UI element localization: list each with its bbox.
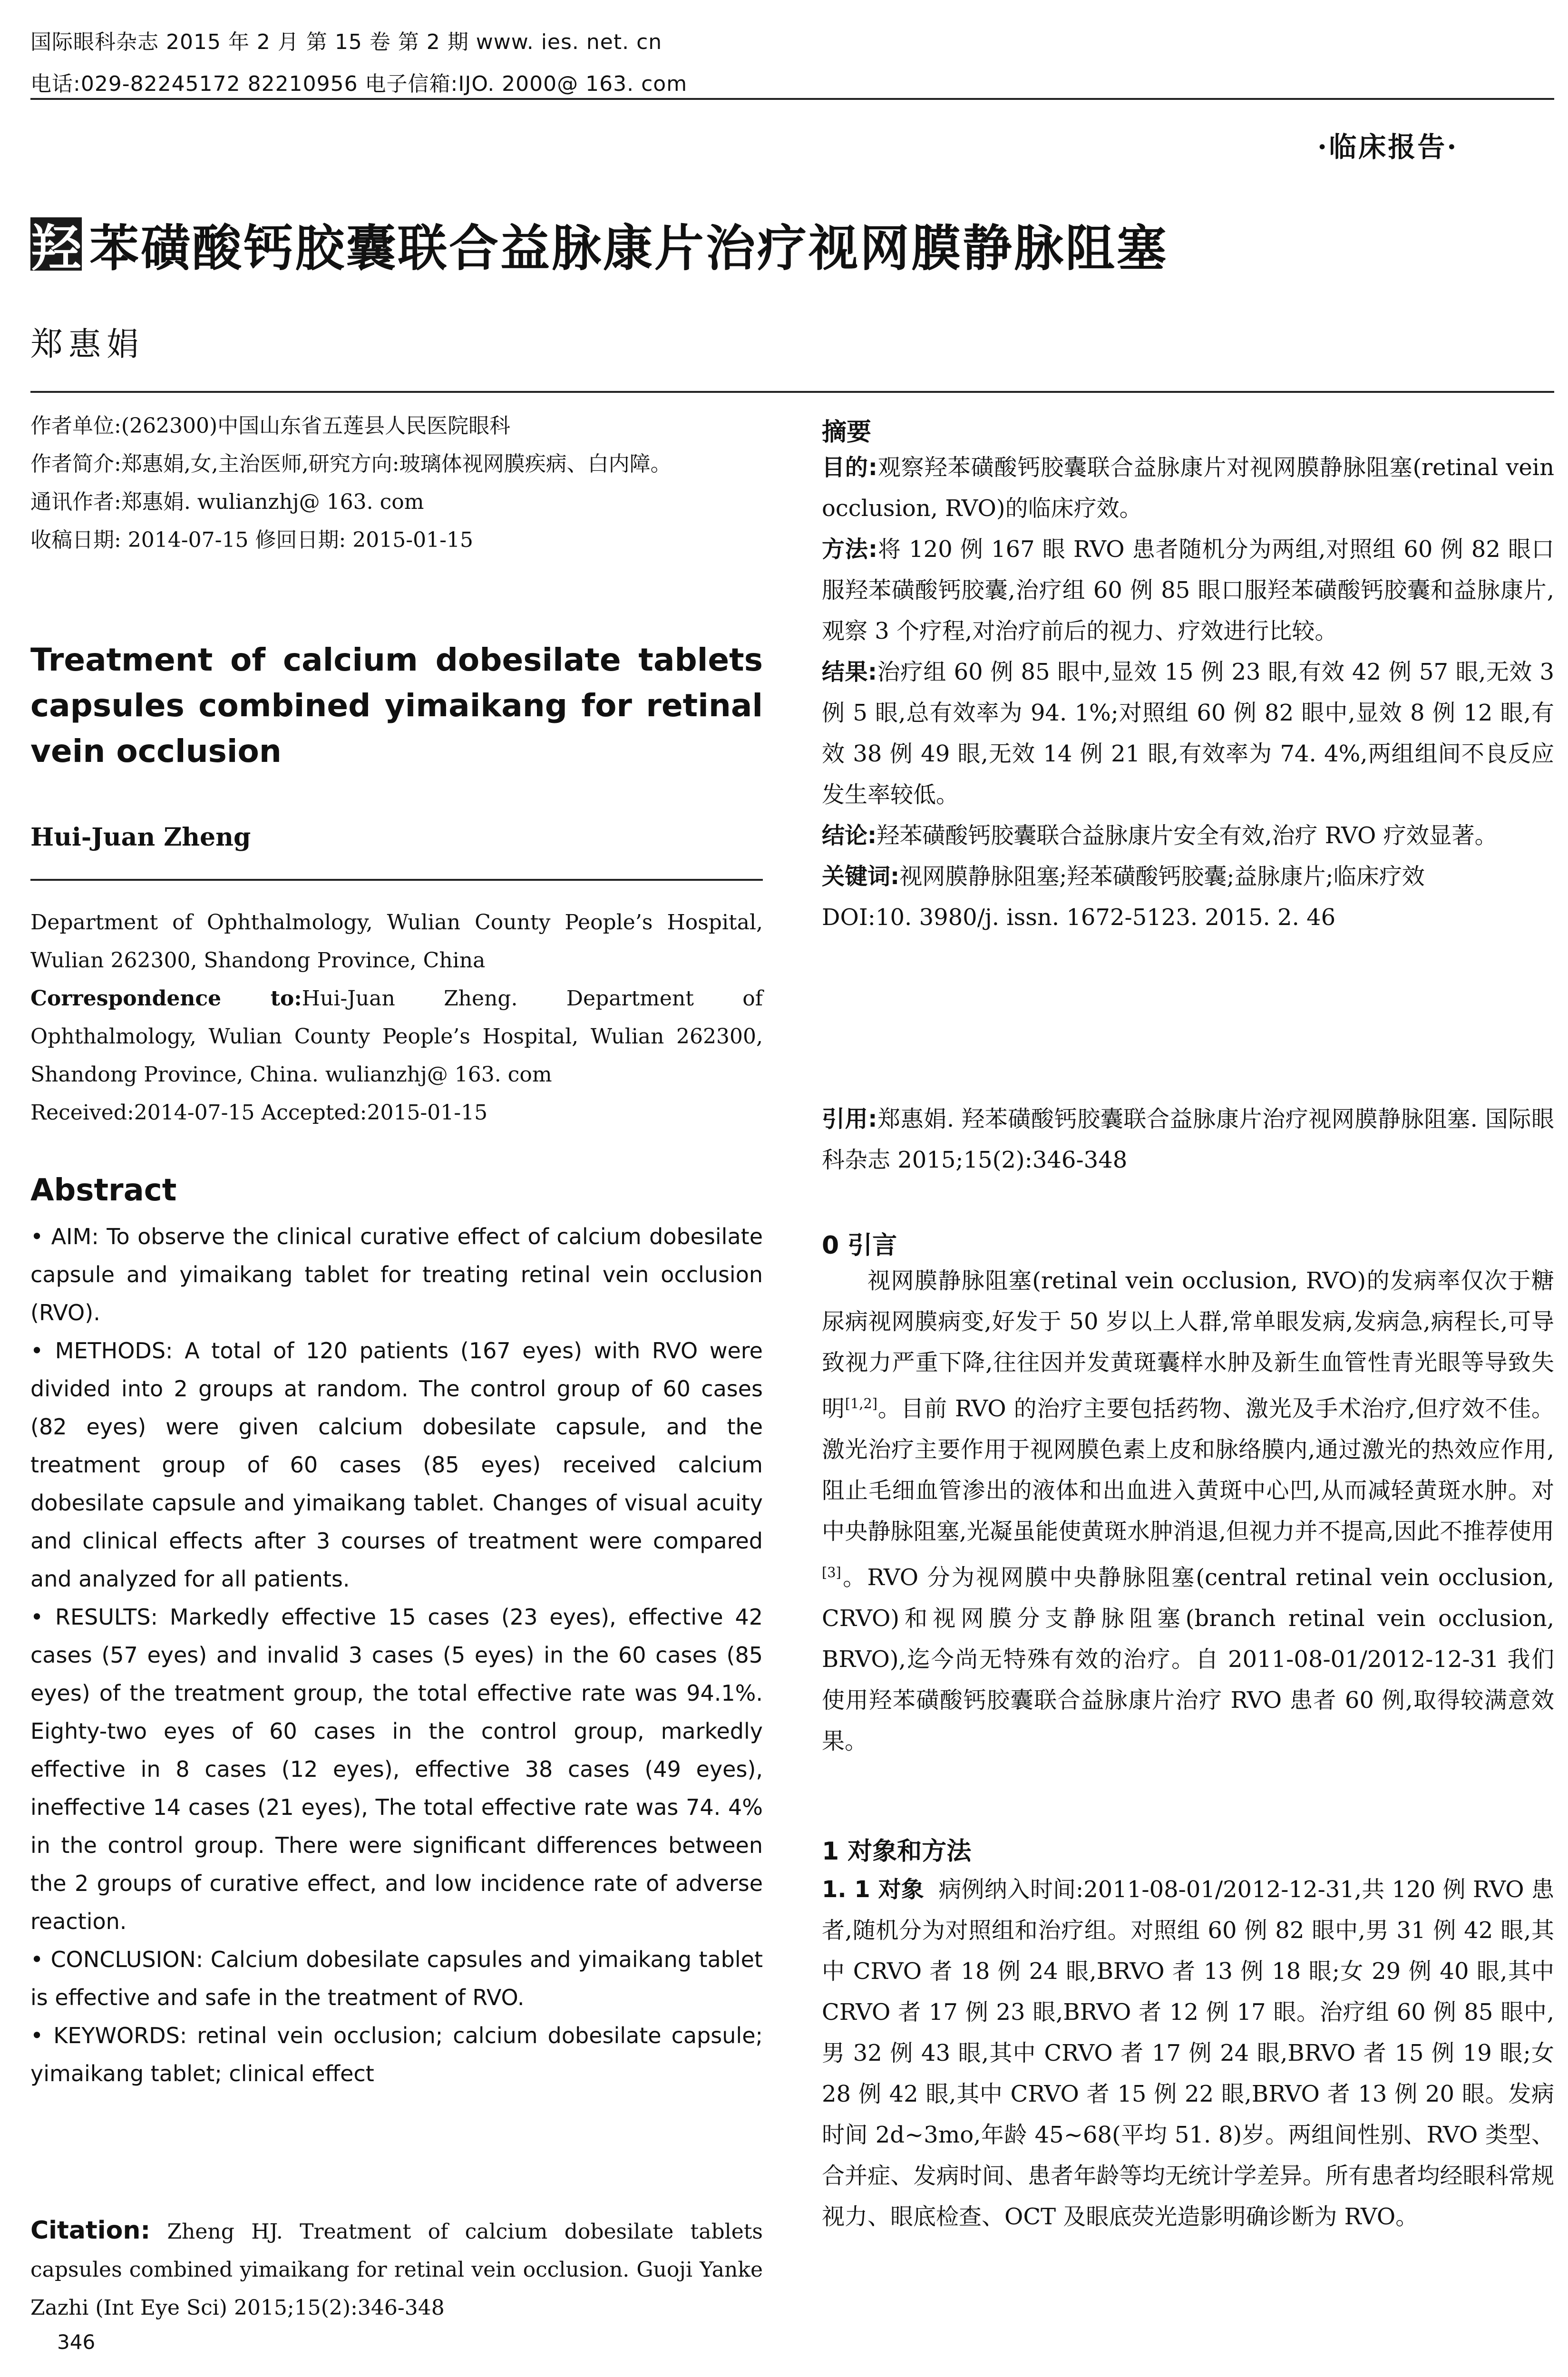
title-first-char: 羟	[30, 217, 82, 271]
abstract-cn-conclusion-text: 羟苯磺酸钙胶囊联合益脉康片安全有效,治疗 RVO 疗效显著。	[877, 822, 1498, 849]
abstract-cn-results-text: 治疗组 60 例 85 眼中,显效 15 例 23 眼,有效 42 例 57 眼,无效 3 例 5 眼,总有效率为 94. 1%;对照组 60 例 82 眼中,显效 8 例 12 眼,有效 38 例 49 眼,无效 14 例 21 眼,有效率为 74. 4%,两组组间不良反应发生率较低。	[822, 659, 1554, 808]
abstract-cn-keywords	[822, 856, 1554, 897]
citation-label: Citation:	[30, 2216, 151, 2245]
abstract-cn-results-label: 结果:	[822, 659, 877, 685]
methods-heading: 1 对象和方法	[822, 1837, 972, 1866]
received-dates-cn: 收稿日期: 2014-07-15 修回日期: 2015-01-15	[30, 528, 473, 552]
correspondence	[30, 980, 763, 1094]
author-meta-cn	[30, 407, 763, 559]
correspondence-text: Hui-Juan Zheng. Department of Ophthalmology, Wulian County People’s Hospital, Wulian 262300, Shandong Province, China. wulianzhj@ 163. com	[30, 986, 763, 1087]
citation-text: Zheng HJ. Treatment of calcium dobesilate tablets capsules combined yimaikang for retinal vein occlusion. Guoji Yanke Zazhi (Int Eye Sci) 2015;15(2):346-348	[30, 2220, 763, 2320]
abstract-cn-keywords-text: 视网膜静脉阻塞;羟苯磺酸钙胶囊;益脉康片;临床疗效	[899, 863, 1425, 890]
methods-body	[822, 1869, 1554, 2237]
section-tag: ·临床报告·	[1317, 131, 1459, 163]
affiliation-block	[30, 904, 763, 1132]
abstract-results: • RESULTS: Markedly effective 15 cases (23 eyes), effective 42 cases (57 eyes) and invalid 3 cases (5 eyes) in the 60 cases (85 eyes) of the treatment group, the total effective rate was 94.1%. Eighty-two eyes of 60 cases in the control group, markedly effective in 8 cases (12 eyes), effective 38 cases (49 eyes), ineffective 14 cases (21 eyes), The total effective rate was 74. 4% in the control group. There were significant differences between the 2 groups of curative effect, and low incidence rate of adverse reaction.	[30, 1604, 763, 1934]
abstract-cn-aim-text: 观察羟苯磺酸钙胶囊联合益脉康片对视网膜静脉阻塞(retinal vein occlusion, RVO)的临床疗效。	[822, 454, 1554, 522]
methods-text: 病例纳入时间:2011-08-01/2012-12-31,共 120 例 RVO 患者,随机分为对照组和治疗组。对照组 60 例 82 眼中,男 31 例 42 眼,其中 CRVO 者 18 例 24 眼,BRVO 者 13 例 18 眼;女 29 例 40 眼,其中 CRVO 者 17 例 23 眼,BRVO 者 12 例 17 眼。治疗组 60 例 85 眼中,男 32 例 43 眼,其中 CRVO 者 17 例 24 眼,BRVO 者 15 例 19 眼;女 28 例 42 眼,其中 CRVO 者 15 例 22 眼,BRVO 者 13 例 20 眼。发病时间 2d~3mo,年龄 45~68(平均 51. 8)岁。两组间性别、RVO 类型、合并症、发病时间、患者年龄等均无统计学差异。所有患者均经眼科常规视力、眼底检查、OCT 及眼底荧光造影明确诊断为 RVO。	[822, 1876, 1555, 2230]
article-title	[30, 208, 1168, 280]
doi: DOI:10. 3980/j. issn. 1672-5123. 2015. 2. 46	[822, 904, 1336, 931]
correspondence-label: Correspondence to:	[30, 986, 302, 1011]
intro-body	[822, 1260, 1554, 1762]
journal-header-line-1: 国际眼科杂志 2015 年 2 月 第 15 卷 第 2 期 www. ies. net. cn	[30, 30, 662, 54]
abstract-conclusion: • CONCLUSION: Calcium dobesilate capsules and yimaikang tablet is effective and safe in the treatment of RVO.	[30, 1947, 763, 2010]
left-column-rule	[30, 879, 763, 881]
abstract-body-en	[30, 1218, 763, 2093]
abstract-heading-en: Abstract	[30, 1173, 177, 1208]
intro-paragraph	[822, 1260, 1554, 1762]
journal-header-line-2: 电话:029-82245172 82210956 电子信箱:IJO. 2000@ 163. com	[30, 72, 688, 96]
abstract-heading-cn: 摘要	[822, 418, 872, 447]
abstract-cn-results	[822, 652, 1554, 815]
intro-text-b: 。目前 RVO 的治疗主要包括药物、激光及手术治疗,但疗效不佳。激光治疗主要作用于视网膜色素上皮和脉络膜内,通过激光的热效应作用,阻止毛细血管渗出的液体和出血进入黄斑中心凹,从而减轻黄斑水肿。对中央静脉阻塞,光凝虽能使黄斑水肿消退,但视力并不提高,因此不推荐使用	[822, 1395, 1554, 1545]
header-rule	[30, 98, 1554, 100]
abstract-methods: • METHODS: A total of 120 patients (167 eyes) with RVO were divided into 2 groups at random. The control group of 60 cases (82 eyes) were given calcium dobesilate capsule, and the treatment group of 60 cases (85 eyes) received calcium dobesilate capsule and yimaikang tablet. Changes of visual acuity and clinical effects after 3 courses of treatment were compared and analyzed for all patients.	[30, 1338, 763, 1592]
page-number: 346	[57, 2330, 96, 2354]
abstract-body-cn	[822, 447, 1554, 938]
abstract-cn-methods-label: 方法:	[822, 536, 878, 563]
abstract-aim: • AIM: To observe the clinical curative effect of calcium dobesilate capsule and yimaikang tablet for treating retinal vein occlusion (RVO).	[30, 1224, 763, 1325]
abstract-cn-methods-text: 将 120 例 167 眼 RVO 患者随机分为两组,对照组 60 例 82 眼口服羟苯磺酸钙胶囊,治疗组 60 例 85 眼口服羟苯磺酸钙胶囊和益脉康片,观察 3 个疗程,对治疗前后的视力、疗效进行比较。	[822, 536, 1554, 644]
abstract-cn-keywords-label: 关键词:	[822, 863, 900, 890]
abstract-cn-aim	[822, 447, 1554, 529]
author-unit: 作者单位:(262300)中国山东省五莲县人民医院眼科	[30, 414, 511, 438]
citation-cn-text: 郑惠娟. 羟苯磺酸钙胶囊联合益脉康片治疗视网膜静脉阻塞. 国际眼科杂志 2015;15(2):346-348	[822, 1106, 1554, 1173]
abstract-cn-conclusion-label: 结论:	[822, 822, 877, 849]
citation-cn-label: 引用:	[822, 1106, 877, 1132]
intro-heading: 0 引言	[822, 1231, 897, 1260]
corresponding-author: 通讯作者:郑惠娟. wulianzhj@ 163. com	[30, 490, 424, 514]
abstract-keywords: • KEYWORDS: retinal vein occlusion; calcium dobesilate capsule; yimaikang tablet; clinical effect	[30, 2023, 763, 2086]
abstract-cn-aim-label: 目的:	[822, 454, 877, 481]
intro-ref-2: [3]	[822, 1564, 841, 1580]
intro-text-a: 视网膜静脉阻塞(retinal vein occlusion, RVO)的发病率仅次于糖尿病视网膜病变,好发于 50 岁以上人群,常单眼发病,发病急,病程长,可导致视力严重下降,往往因并发黄斑囊样水肿及新生血管性青光眼等导致失明	[822, 1267, 1554, 1422]
methods-paragraph	[822, 1869, 1554, 2237]
abstract-cn-conclusion	[822, 815, 1554, 856]
affiliation-department: Department of Ophthalmology, Wulian County People’s Hospital, Wulian 262300, Shandong Province, China	[30, 910, 763, 973]
intro-text-c: 。RVO 分为视网膜中央静脉阻塞(central retinal vein occlusion, CRVO)和视网膜分支静脉阻塞(branch retinal vein occlusion, BRVO),迄今尚无特殊有效的治疗。自 2011-08-01/2012-12-31 我们使用羟苯磺酸钙胶囊联合益脉康片治疗 RVO 患者 60 例,取得较满意效果。	[822, 1564, 1554, 1754]
title-rule	[30, 391, 1554, 393]
english-author: Hui-Juan Zheng	[30, 823, 251, 852]
abstract-cn-methods	[822, 529, 1554, 652]
intro-ref-1: [1,2]	[845, 1395, 878, 1412]
english-title: Treatment of calcium dobesilate tablets capsules combined yimaikang for retinal vein occlusion	[30, 642, 763, 770]
methods-sub-label: 1. 1 对象	[822, 1876, 924, 1903]
citation-en	[30, 2211, 763, 2327]
received-accepted: Received:2014-07-15 Accepted:2015-01-15	[30, 1101, 488, 1125]
author-name-cn: 郑惠娟	[30, 326, 145, 363]
author-bio: 作者简介:郑惠娟,女,主治医师,研究方向:玻璃体视网膜疾病、白内障。	[30, 452, 672, 476]
citation-cn	[822, 1099, 1554, 1180]
title-text: 苯磺酸钙胶囊联合益脉康片治疗视网膜静脉阻塞	[89, 219, 1169, 277]
